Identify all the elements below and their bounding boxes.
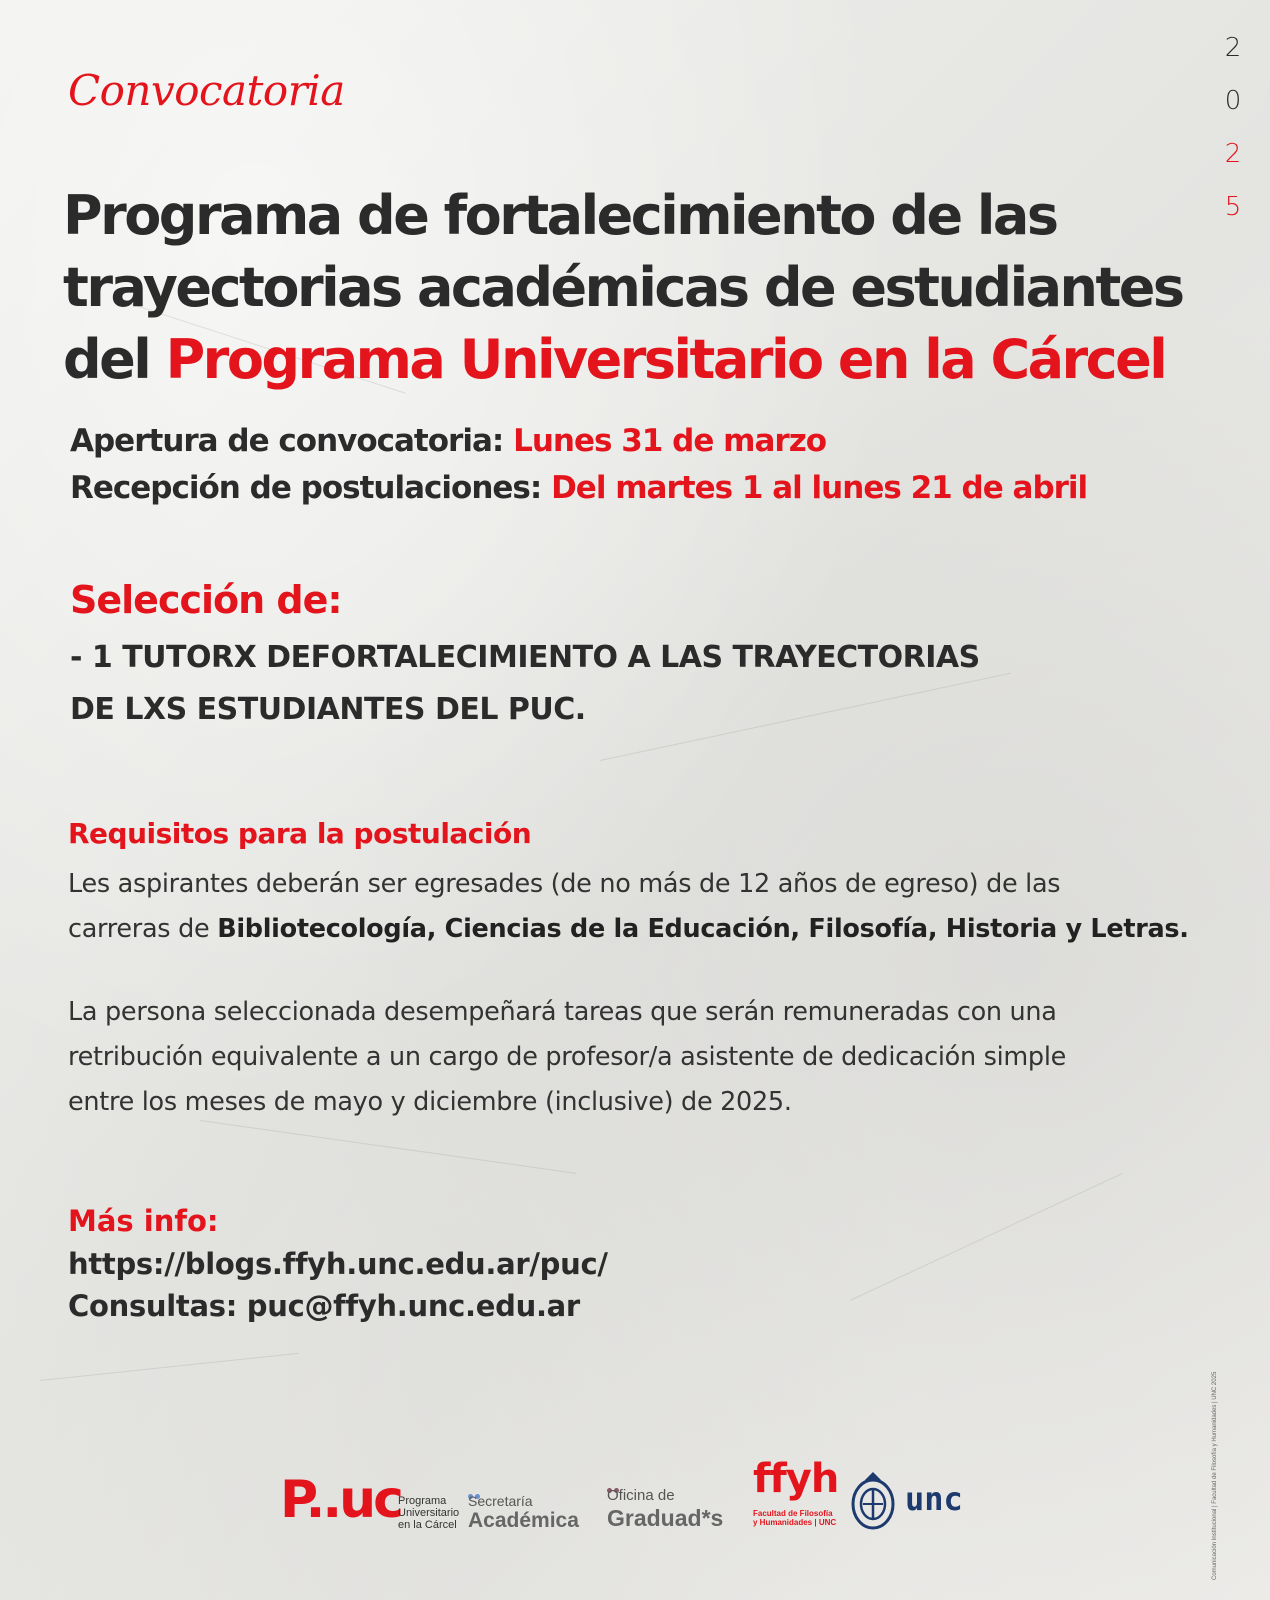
credit-vertical [1212, 1371, 1234, 1580]
secretaria-line1: Secretaría [468, 1493, 533, 1509]
page-title [63, 180, 1203, 396]
credit-line: Comunicación [1212, 1541, 1218, 1580]
title-highlight: Programa Universitario en la Cárcel [165, 328, 1166, 391]
selection-heading: Selección de: [70, 578, 342, 622]
secretaria-line2: Académica [468, 1509, 579, 1532]
requirements-prefix: carreras de [68, 914, 210, 944]
ffyh-text-line: Facultad de Filosofía [753, 1509, 833, 1518]
dates-block [70, 418, 1087, 512]
info-url-link[interactable]: https://blogs.ffyh.unc.edu.ar/puc/ [68, 1247, 608, 1281]
puc-text-line: en la Cárcel [398, 1519, 457, 1531]
selection-line: - 1 TUTORX DEFORTALECIMIENTO A LAS TRAYECTORIAS [70, 640, 980, 675]
year-vertical [1218, 22, 1248, 234]
graduados-line2: Graduad*s [607, 1505, 724, 1531]
title-line [63, 324, 1203, 396]
requirements-careers: Bibliotecología, Ciencias de la Educación, Filosofía, Historia y Letras. [217, 914, 1189, 944]
requirements-line [68, 907, 1208, 952]
credit-line: y Humanidades | UNC [1212, 1386, 1218, 1447]
puc-text-line: Programa [398, 1495, 447, 1507]
texture-crack [40, 1353, 299, 1381]
puc-text-line: Universitario [398, 1507, 460, 1519]
ffyh-logo-text [753, 1509, 836, 1527]
reception-value: Del martes 1 al lunes 21 de abril [551, 470, 1088, 506]
reception-date [70, 465, 1087, 512]
opening-date [70, 418, 1087, 465]
ffyh-logo: ffyh [753, 1456, 839, 1502]
logos-row [280, 1440, 1000, 1550]
ffyh-text-line: y Humanidades | UNC [753, 1518, 837, 1527]
credit-line: Facultad de Filosofía [1212, 1448, 1218, 1504]
year-digit: 2 [1224, 33, 1242, 63]
year-digit: 5 [1224, 192, 1242, 222]
info-contact[interactable]: Consultas: puc@ffyh.unc.edu.ar [68, 1289, 580, 1323]
credit-line: Institucional [1212, 1508, 1218, 1541]
year-digit: 2 [1224, 139, 1242, 169]
payment-line: retribución equivalente a un cargo de profesor/a asistente de dedicación simple [68, 1042, 1066, 1072]
year-digit: 0 [1224, 86, 1242, 116]
payment-body [68, 990, 1208, 1125]
requirements-body [68, 862, 1208, 952]
graduados-line1: Oficina de [607, 1487, 675, 1504]
title-prefix: del [63, 328, 150, 391]
requirements-heading: Requisitos para la postulación [68, 817, 532, 850]
kicker: Convocatoria [68, 66, 345, 115]
payment-line: entre los meses de mayo y diciembre (inclusive) de 2025. [68, 1087, 792, 1117]
puc-logo: P..uc [280, 1470, 401, 1530]
texture-crack [850, 1173, 1122, 1301]
unc-seal-icon [850, 1470, 896, 1530]
opening-label: Apertura de convocatoria: [70, 423, 504, 459]
unc-logo-text: unc [905, 1480, 963, 1518]
texture-crack [200, 1120, 576, 1174]
selection-line: DE LXS ESTUDIANTES DEL PUC. [70, 692, 586, 727]
puc-logo-text [398, 1495, 459, 1531]
title-line: trayectorias académicas de estudiantes [63, 256, 1183, 319]
selection-body [70, 632, 1170, 736]
info-heading: Más info: [68, 1204, 219, 1238]
reception-label: Recepción de postulaciones: [70, 470, 542, 506]
credit-text: Comunicación Institucional | Facultad de Filosofía y Humanidades | UNC 2025 [1212, 1371, 1218, 1580]
opening-value: Lunes 31 de marzo [513, 423, 827, 459]
requirements-line: Les aspirantes deberán ser egresades (de no más de 12 años de egreso) de las [68, 869, 1061, 899]
title-line: Programa de fortalecimiento de las [63, 184, 1057, 247]
credit-line: 2025 [1212, 1371, 1218, 1386]
payment-line: La persona seleccionada desempeñará tareas que serán remuneradas con una [68, 997, 1057, 1027]
